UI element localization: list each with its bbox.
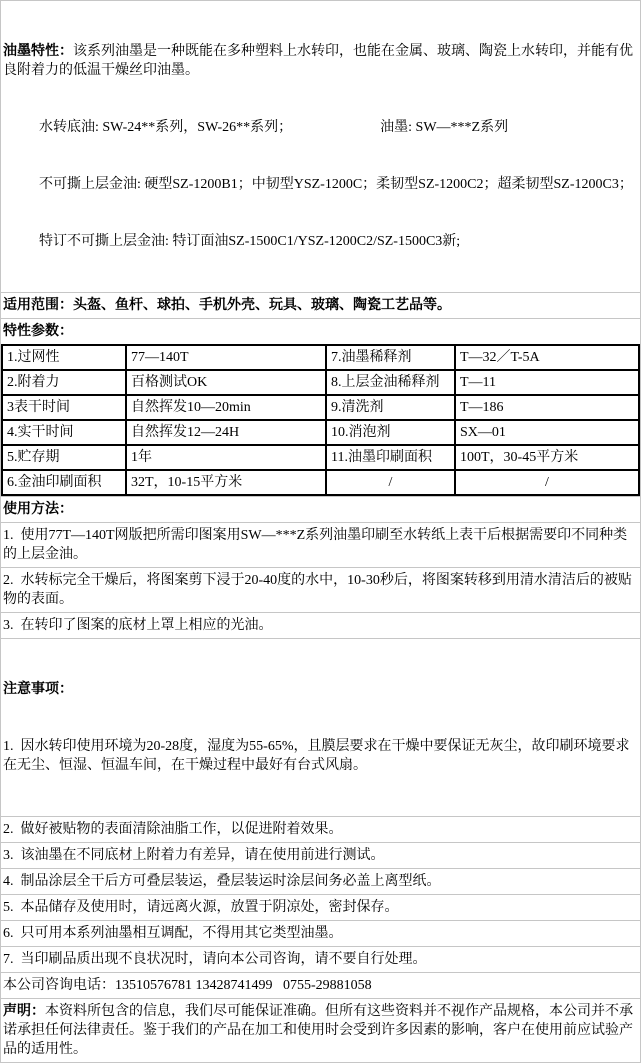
param-name-cell: 11.油墨印刷面积 bbox=[326, 445, 455, 470]
param-value-cell: T—11 bbox=[455, 370, 639, 395]
param-name-cell: 3表干时间 bbox=[2, 395, 126, 420]
ink-properties-section bbox=[1, 1, 640, 293]
contact-text: 本公司咨询电话：13510576781 13428741499 0755-29881058 bbox=[3, 978, 372, 993]
notes-title-line bbox=[3, 680, 638, 699]
special-top-coat-text: 特订不可撕上层金油: 特订面油SZ-1500C1/YSZ-1200C2/SZ-1500C3新; bbox=[39, 234, 461, 249]
params-table bbox=[1, 344, 640, 496]
param-row bbox=[2, 445, 639, 470]
param-name-cell: 5.贮存期 bbox=[2, 445, 126, 470]
param-row bbox=[2, 395, 639, 420]
ink-properties-intro-line bbox=[3, 42, 638, 80]
param-name-cell: 8.上层金油稀释剂 bbox=[326, 370, 455, 395]
param-empty-cell: / bbox=[326, 470, 455, 495]
usage-item: 3. 在转印了图案的底材上罩上相应的光油。 bbox=[1, 613, 640, 639]
param-row bbox=[2, 345, 639, 370]
contact-section bbox=[1, 973, 640, 999]
param-empty-cell: / bbox=[455, 470, 639, 495]
param-row bbox=[2, 420, 639, 445]
notes-title: 注意事项： bbox=[3, 682, 73, 697]
param-value-cell: 100T，30-45平方米 bbox=[455, 445, 639, 470]
note-item: 6. 只可用本系列油墨相互调配，不得用其它类型油墨。 bbox=[1, 921, 640, 947]
note-item: 7. 当印刷品质出现不良状况时，请向本公司咨询，请不要自行处理。 bbox=[1, 947, 640, 973]
param-name-cell: 2.附着力 bbox=[2, 370, 126, 395]
scope-section bbox=[1, 293, 640, 319]
param-name-cell: 1.过网性 bbox=[2, 345, 126, 370]
note-item: 5. 本品储存及使用时，请远离火源，放置于阴凉处，密封保存。 bbox=[1, 895, 640, 921]
usage-title: 使用方法： bbox=[3, 502, 73, 517]
ink-properties-intro: 该系列油墨是一种既能在多种塑料上水转印，也能在金属、玻璃、陶瓷上水转印，并能有优良附着力的低温干燥丝印油墨。 bbox=[3, 44, 633, 78]
param-name-cell: 7.油墨稀释剂 bbox=[326, 345, 455, 370]
param-value-cell: 百格测试OK bbox=[126, 370, 326, 395]
param-row bbox=[2, 470, 639, 495]
statement-section bbox=[1, 999, 640, 1062]
note-item: 4. 制品涂层全干后方可叠层装运，叠层装运时涂层间务必盖上离型纸。 bbox=[1, 869, 640, 895]
params-title-section bbox=[1, 319, 640, 344]
ink-series-text: 油墨: SW—***Z系列 bbox=[380, 120, 509, 135]
ink-properties-title: 油墨特性： bbox=[3, 44, 73, 59]
top-coat-line bbox=[3, 175, 638, 194]
param-value-cell: 77—140T bbox=[126, 345, 326, 370]
param-value-cell: SX—01 bbox=[455, 420, 639, 445]
param-value-cell: T—32／T-5A bbox=[455, 345, 639, 370]
base-oil-line bbox=[3, 118, 638, 137]
usage-title-section bbox=[1, 497, 640, 523]
note-item: 2. 做好被贴物的表面清除油脂工作，以促进附着效果。 bbox=[1, 817, 640, 843]
usage-item: 2. 水转标完全干燥后，将图案剪下浸于20-40度的水中，10-30秒后，将图案转移到用清水清洁后的被贴物的表面。 bbox=[1, 568, 640, 613]
note-item: 3. 该油墨在不同底材上附着力有差异，请在使用前进行测试。 bbox=[1, 843, 640, 869]
param-value-cell: T—186 bbox=[455, 395, 639, 420]
statement-label: 声明： bbox=[3, 1004, 45, 1019]
param-value-cell: 自然挥发10—20min bbox=[126, 395, 326, 420]
params-table-section bbox=[1, 344, 640, 497]
param-value-cell: 32T，10-15平方米 bbox=[126, 470, 326, 495]
param-name-cell: 4.实干时间 bbox=[2, 420, 126, 445]
scope-text: 头盔、鱼杆、球拍、手机外壳、玩具、玻璃、陶瓷工艺品等。 bbox=[73, 298, 451, 313]
param-value-cell: 1年 bbox=[126, 445, 326, 470]
params-title: 特性参数： bbox=[3, 324, 73, 339]
param-name-cell: 9.清洗剂 bbox=[326, 395, 455, 420]
top-coat-text: 不可撕上层金油: 硬型SZ-1200B1；中韧型YSZ-1200C；柔韧型SZ-1200C2；超柔韧型SZ-1200C3； bbox=[39, 177, 633, 192]
param-row bbox=[2, 370, 639, 395]
scope-label: 适用范围： bbox=[3, 298, 73, 313]
note-item: 1. 因水转印使用环境为20-28度，湿度为55-65%，且膜层要求在干燥中要保证无灰尘，故印刷环境要求在无尘、恒湿、恒温车间，在干燥过程中最好有台式风扇。 bbox=[3, 739, 630, 773]
usage-item: 1. 使用77T—140T网版把所需印图案用SW—***Z系列油墨印刷至水转纸上表干后根据需要印不同种类的上层金油。 bbox=[1, 523, 640, 568]
param-name-cell: 10.消泡剂 bbox=[326, 420, 455, 445]
param-name-cell: 6.金油印刷面积 bbox=[2, 470, 126, 495]
param-value-cell: 自然挥发12—24H bbox=[126, 420, 326, 445]
special-top-coat-line bbox=[3, 232, 638, 251]
notes-section bbox=[1, 639, 640, 817]
base-oil-text: 水转底油: SW-24**系列，SW-26**系列； bbox=[39, 120, 293, 135]
statement-text: 本资料所包含的信息，我们尽可能保证准确。但所有这些资料并不视作产品规格，本公司并不承诺承担任何法律责任。鉴于我们的产品在加工和使用时会受到许多因素的影响，客户在使用前应试验产品的适用性。 bbox=[3, 1004, 633, 1057]
